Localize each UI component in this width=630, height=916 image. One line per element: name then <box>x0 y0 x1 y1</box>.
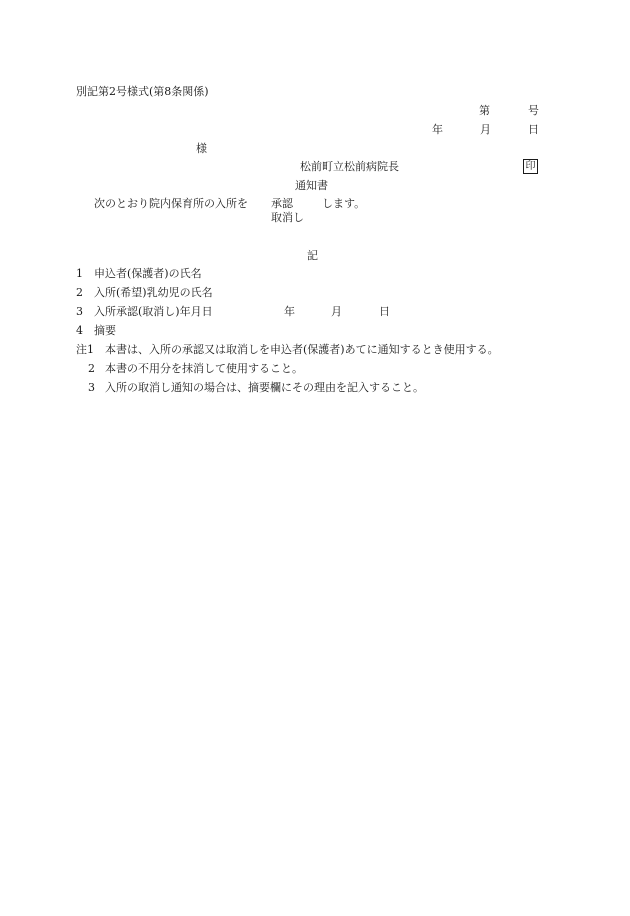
item-1-number: 1 <box>76 267 83 280</box>
body-lead: 次のとおり院内保育所の入所を <box>94 197 248 210</box>
option-cancel: 取消し <box>271 211 304 224</box>
seal-box: 印 <box>523 159 538 174</box>
item-1-label: 申込者(保護者)の氏名 <box>94 267 202 280</box>
item-3-number: 3 <box>76 305 83 318</box>
item-3-year: 年 <box>284 305 295 318</box>
note-1-number: 注1 <box>76 343 94 356</box>
note-2-text: 本書の不用分を抹消して使用すること。 <box>105 362 303 375</box>
note-3-text: 入所の取消し通知の場合は、摘要欄にその理由を記入すること。 <box>105 381 424 394</box>
item-2-number: 2 <box>76 286 83 299</box>
number-dai: 第 <box>479 104 490 117</box>
ki-heading: 記 <box>307 249 318 262</box>
date-year: 年 <box>432 123 443 136</box>
date-day: 日 <box>528 123 539 136</box>
form-title: 別記第2号様式(第8条関係) <box>76 85 209 98</box>
item-3-label: 入所承認(取消し)年月日 <box>94 305 213 318</box>
option-approve: 承認 <box>271 197 293 210</box>
document-title: 通知書 <box>295 179 328 192</box>
body-tail: します。 <box>322 197 366 210</box>
note-2-number: 2 <box>88 362 95 375</box>
note-3-number: 3 <box>88 381 95 394</box>
item-4-label: 摘要 <box>94 324 116 337</box>
item-4-number: 4 <box>76 324 83 337</box>
item-3-day: 日 <box>379 305 390 318</box>
date-month: 月 <box>480 123 491 136</box>
note-1-text: 本書は、入所の承認又は取消しを申込者(保護者)あてに通知するとき使用する。 <box>105 343 499 356</box>
number-go: 号 <box>528 104 539 117</box>
item-2-label: 入所(希望)乳幼児の氏名 <box>94 286 213 299</box>
addressee-sama: 様 <box>196 142 207 155</box>
item-3-month: 月 <box>331 305 342 318</box>
issuer-name: 松前町立松前病院長 <box>300 160 399 173</box>
